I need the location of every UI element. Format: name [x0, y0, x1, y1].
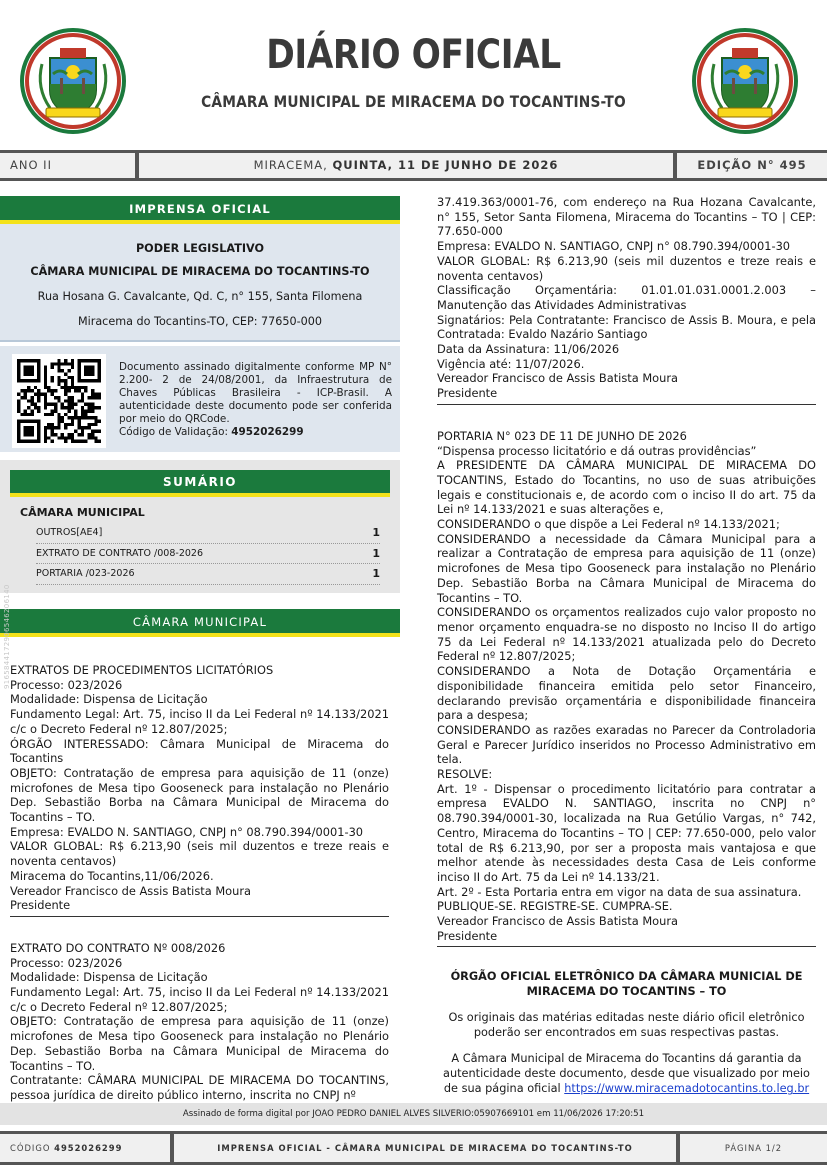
municipal-seal-left-icon [20, 28, 126, 134]
digital-signature-box [0, 346, 400, 452]
edition-year: ANO II [10, 158, 52, 172]
page-number: PÁGINA 1/2 [724, 1143, 783, 1153]
paragraph: Modalidade: Dispensa de Licitação [10, 970, 208, 985]
paragraph: Presidente [10, 898, 71, 913]
paragraph: Art. 2º - Esta Portaria entra em vigor na data de sua assinatura. [437, 884, 802, 899]
sumario-band: SUMÁRIO [10, 470, 390, 497]
footer-title: IMPRENSA OFICIAL - CÂMARA MUNICIPAL DE MIRACEMA DO TOCANTINS-TO [170, 1134, 680, 1162]
sumario-item-count: 1 [372, 567, 380, 580]
paragraph: Signatários: Pela Contratante: Francisco de Assis B. Moura, e pela Contratada: Evaldo Nazário Santiago [437, 312, 816, 342]
paragraph: Art. 1º - Dispensar o procedimento licitatório para contratar a empresa EVALDO N. SANTIAGO, inscrita no CNPJ n° 08.790.394/0001-30, localizada na Rua Getúlio Vargas, n° 742, Centro, Miracema do Tocantins – TO | CEP: 77.650-000, pelo valor total de R$ 6.213,90, por ser a proposta mais vantajosa e que melhor atende às necessidades desta Casa de Leis conforme inciso II do Art. 75 da Lei nº 14.133/21. [437, 781, 816, 884]
imprensa-band: IMPRENSA OFICIAL [0, 196, 400, 224]
paragraph: Classificação Orçamentária: 01.01.01.031.0001.2.003 – Manutenção das Atividades Administrativas [437, 283, 816, 312]
paragraph: ÓRGÃO INTERESSADO: Câmara Municipal de Miracema do Tocantins [10, 736, 389, 766]
extrato-procedimentos-article [10, 663, 389, 913]
paragraph: Contratante: CÂMARA MUNICIPAL DE MIRACEMA DO TOCANTINS, pessoa jurídica de direito público interno, inscrita no CNPJ nº [10, 1073, 389, 1102]
digital-signature-line: Assinado de forma digital por JOAO PEDRO DANIEL ALVES SILVERIO:05907669101 em 11/06/2026 17:20:51 [0, 1103, 827, 1125]
paragraph: PORTARIA N° 023 DE 11 DE JUNHO DE 2026 [437, 428, 687, 443]
camara-municipal-band: CÂMARA MUNICIPAL [0, 609, 400, 637]
paragraph: “Dispensa processo licitatório e dá outras providências” [437, 443, 757, 458]
edition-date [135, 153, 677, 178]
paragraph: A PRESIDENTE DA CÂMARA MUNICIPAL DE MIRACEMA DO TOCANTINS, Estado do Tocantins, no uso de suas atribuições legais e constitucionais e, de acordo com o inciso II do art. 75 da Lei nº 14.133/2021 e suas alterações e, [437, 458, 816, 517]
extrato-contrato-article [10, 941, 389, 1103]
footer-code-label: CÓDIGO [10, 1143, 51, 1153]
paragraph: CONSIDERANDO as razões exaradas no Parecer da Controladoria Geral e Parecer Jurídico inseridos no Processo Administrativo em tela. [437, 722, 816, 767]
paragraph: Miracema do Tocantins,11/06/2026. [10, 868, 214, 883]
official-site-link[interactable]: https://www.miracemadotocantins.to.leg.br [564, 1082, 810, 1096]
edition-city: MIRACEMA, [253, 158, 328, 172]
paragraph: Vereador Francisco de Assis Batista Moura [10, 883, 252, 898]
camara-city-cep: Miracema do Tocantins-TO, CEP: 77650-000 [77, 315, 323, 328]
sumario-item-label: EXTRATO DE CONTRATO /008-2026 [36, 547, 203, 559]
edition-info-bar [0, 150, 827, 181]
paragraph: VALOR GLOBAL: R$ 6.213,90 (seis mil duzentos e treze reais e noventa centavos) [10, 839, 389, 869]
municipal-seal-right-icon [692, 28, 798, 134]
imprensa-box [0, 224, 400, 342]
sumario-heading: CÂMARA MUNICIPAL [20, 506, 145, 519]
paragraph: EXTRATO DO CONTRATO Nº 008/2026 [10, 940, 226, 955]
paragraph: Modalidade: Dispensa de Licitação [10, 692, 208, 707]
paragraph: Fundamento Legal: Art. 75, inciso II da Lei Federal nº 14.133/2021 c/c o Decreto Federal nº 12.807/2025; [10, 707, 389, 736]
paragraph: CONSIDERANDO a necessidade da Câmara Municipal para a realizar a Contratação de empresa para aquisição de 11 (onze) microfones de Mesa tipo Gooseneck para instalação no Plenário Dep. Sebastião Borba na Câmara Municipal de Miracema do Tocantins – TO. [437, 531, 816, 605]
paragraph: Presidente [437, 386, 498, 401]
paragraph: Vereador Francisco de Assis Batista Moura [437, 371, 679, 386]
sumario-panel [0, 460, 400, 593]
portaria-article [437, 429, 816, 944]
camara-address: Rua Hosana G. Cavalcante, Qd. C, n° 155, Santa Filomena [37, 290, 363, 303]
edition-date-text: QUINTA, 11 DE JUNHO DE 2026 [332, 158, 559, 172]
validation-code-label: Código de Validação: [119, 426, 228, 438]
sumario-item[interactable] [36, 544, 380, 565]
paragraph: VALOR GLOBAL: R$ 6.213,90 (seis mil duzentos e treze reais e noventa centavos) [437, 253, 816, 283]
paragraph: OBJETO: Contratação de empresa para aquisição de 11 (onze) microfones de Mesa tipo Gooseneck para instalação no Plenário Dep. Sebastião Borba na Câmara Municipal de Miracema do Tocantins – TO. [10, 1014, 389, 1073]
sumario-item-count: 1 [372, 526, 380, 539]
page-subtitle: CÂMARA MUNICIPAL DE MIRACEMA DO TOCANTINS-TO [201, 92, 626, 111]
camara-name: CÂMARA MUNICIPAL DE MIRACEMA DO TOCANTINS-TO [30, 265, 370, 278]
sumario-item-label: OUTROS[AE4] [36, 527, 103, 538]
paragraph: Fundamento Legal: Art. 75, inciso II da Lei Federal nº 14.133/2021 c/c o Decreto Federal nº 12.807/2025; [10, 985, 389, 1014]
paragraph: Empresa: EVALDO N. SANTIAGO, CNPJ n° 08.790.394/0001-30 [437, 239, 791, 254]
orgao-oficial-title: ÓRGÃO OFICIAL ELETRÔNICO DA CÂMARA MUNICIAL DE MIRACEMA DO TOCANTINS – TO [450, 970, 803, 999]
sumario-item-label: PORTARIA /023-2026 [36, 568, 135, 579]
signature-notice-text: Documento assinado digitalmente conforme MP N° 2.200- 2 de 24/08/2001, da Infraestrutura de Chaves Públicas Brasileira - ICP-Brasil. A autenticidade deste documento pode ser conferida por meio do QRCode. [119, 361, 392, 425]
edition-number: EDIÇÃO N° 495 [697, 158, 807, 172]
paragraph: Empresa: EVALDO N. SANTIAGO, CNPJ n° 08.790.394/0001-30 [10, 824, 364, 839]
qr-code-icon[interactable] [12, 354, 106, 448]
paragraph: PUBLIQUE-SE. REGISTRE-SE. CUMPRA-SE. [437, 899, 673, 914]
paragraph: Vereador Francisco de Assis Batista Moura [437, 914, 679, 929]
paragraph: CONSIDERANDO o que dispõe a Lei Federal nº 14.133/2021; [437, 517, 780, 532]
sumario-item[interactable] [36, 523, 380, 544]
paragraph: CONSIDERANDO os orçamentos realizados cujo valor proposto no menor orçamento enquadra-se no disposto no Inciso II do artigo 75 da Lei Federal nº 14.133/2021 atualizada pelo do Decreto Federal nº 12.807/2025; [437, 605, 816, 664]
paragraph: Processo: 023/2026 [10, 677, 123, 692]
paragraph: Processo: 023/2026 [10, 955, 123, 970]
paragraph: 37.419.363/0001-76, com endereço na Rua Hozana Cavalcante, n° 155, Setor Santa Filomena, Miracema do Tocantins – TO | CEP: 77.650-000 [437, 195, 816, 239]
side-verification-code: 9165844172906546206140 [3, 584, 11, 689]
orgao-autenticidade-text [437, 1051, 816, 1096]
extrato-contrato-continuation [437, 195, 816, 401]
sumario-item-count: 1 [372, 546, 380, 560]
footer-code-value: 4952026299 [54, 1143, 123, 1153]
footer-code [0, 1134, 170, 1162]
signature-notice [119, 361, 392, 439]
paragraph: RESOLVE: [437, 767, 493, 782]
validation-code: 4952026299 [231, 426, 304, 438]
paragraph: EXTRATOS DE PROCEDIMENTOS LICITATÓRIOS [10, 663, 274, 677]
sumario-item[interactable] [36, 564, 380, 585]
sumario-list [10, 523, 390, 585]
paragraph: Presidente [437, 928, 498, 943]
page-title: DIÁRIO OFICIAL [266, 32, 561, 78]
paragraph: Data da Assinatura: 11/06/2026 [437, 342, 620, 357]
orgao-originais-text: Os originais das matérias editadas neste diário oficil eletrônico poderão ser encontrados em suas respectivas pastas. [448, 1011, 805, 1040]
orgao-autenticidade-body: A Câmara Municipal de Miracema do Tocantins dá garantia da autenticidade deste documento, desde que visualizado por meio de sua página oficial [443, 1052, 810, 1096]
right-body [437, 195, 816, 1096]
poder-legislativo: PODER LEGISLATIVO [135, 242, 264, 255]
left-body [10, 663, 389, 1103]
masthead [0, 0, 827, 150]
paragraph: Vigência até: 11/07/2026. [437, 356, 585, 371]
footer-bar [0, 1131, 827, 1165]
left-column [0, 196, 400, 637]
divider [437, 946, 816, 947]
paragraph: OBJETO: Contratação de empresa para aquisição de 11 (onze) microfones de Mesa tipo Gooseneck para instalação no Plenário Dep. Sebastião Borba na Câmara Municipal de Miracema do Tocantins – TO. [10, 765, 389, 825]
paragraph: CONSIDERANDO a Nota de Dotação Orçamentária e disponibilidade financeira emitida pelo setor Financeiro, declarando previsão orçamentária e disponibilidade financeira para a despesa; [437, 664, 816, 723]
